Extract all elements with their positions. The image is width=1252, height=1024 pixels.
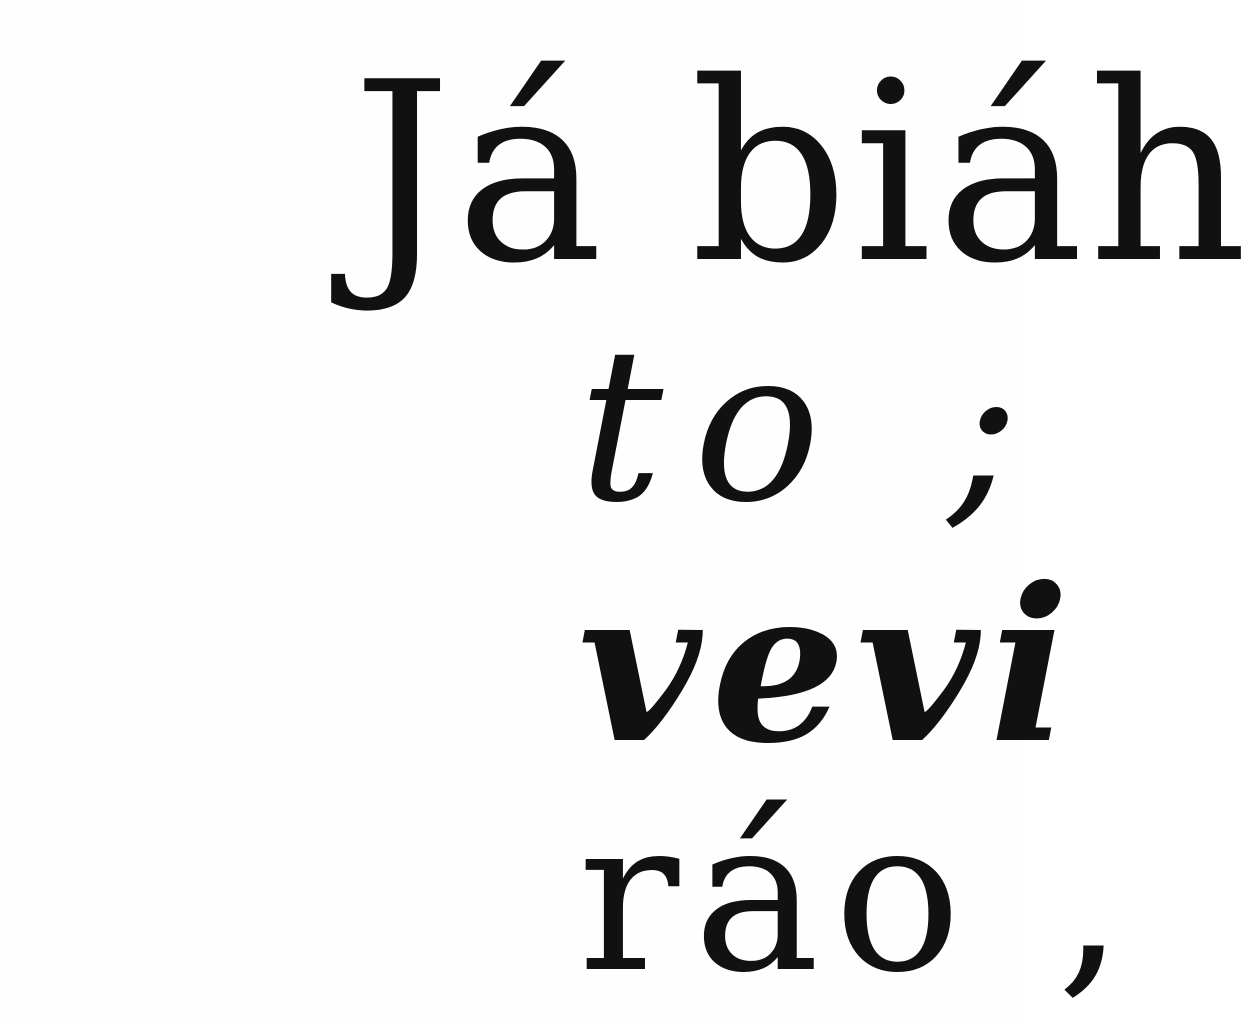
text-line-1: Já biáh [352, 30, 1252, 318]
text-line-3: vevi [578, 541, 1080, 790]
text-line-2: to ; [578, 302, 1050, 549]
text-line-4: ráo , [578, 772, 1139, 1019]
